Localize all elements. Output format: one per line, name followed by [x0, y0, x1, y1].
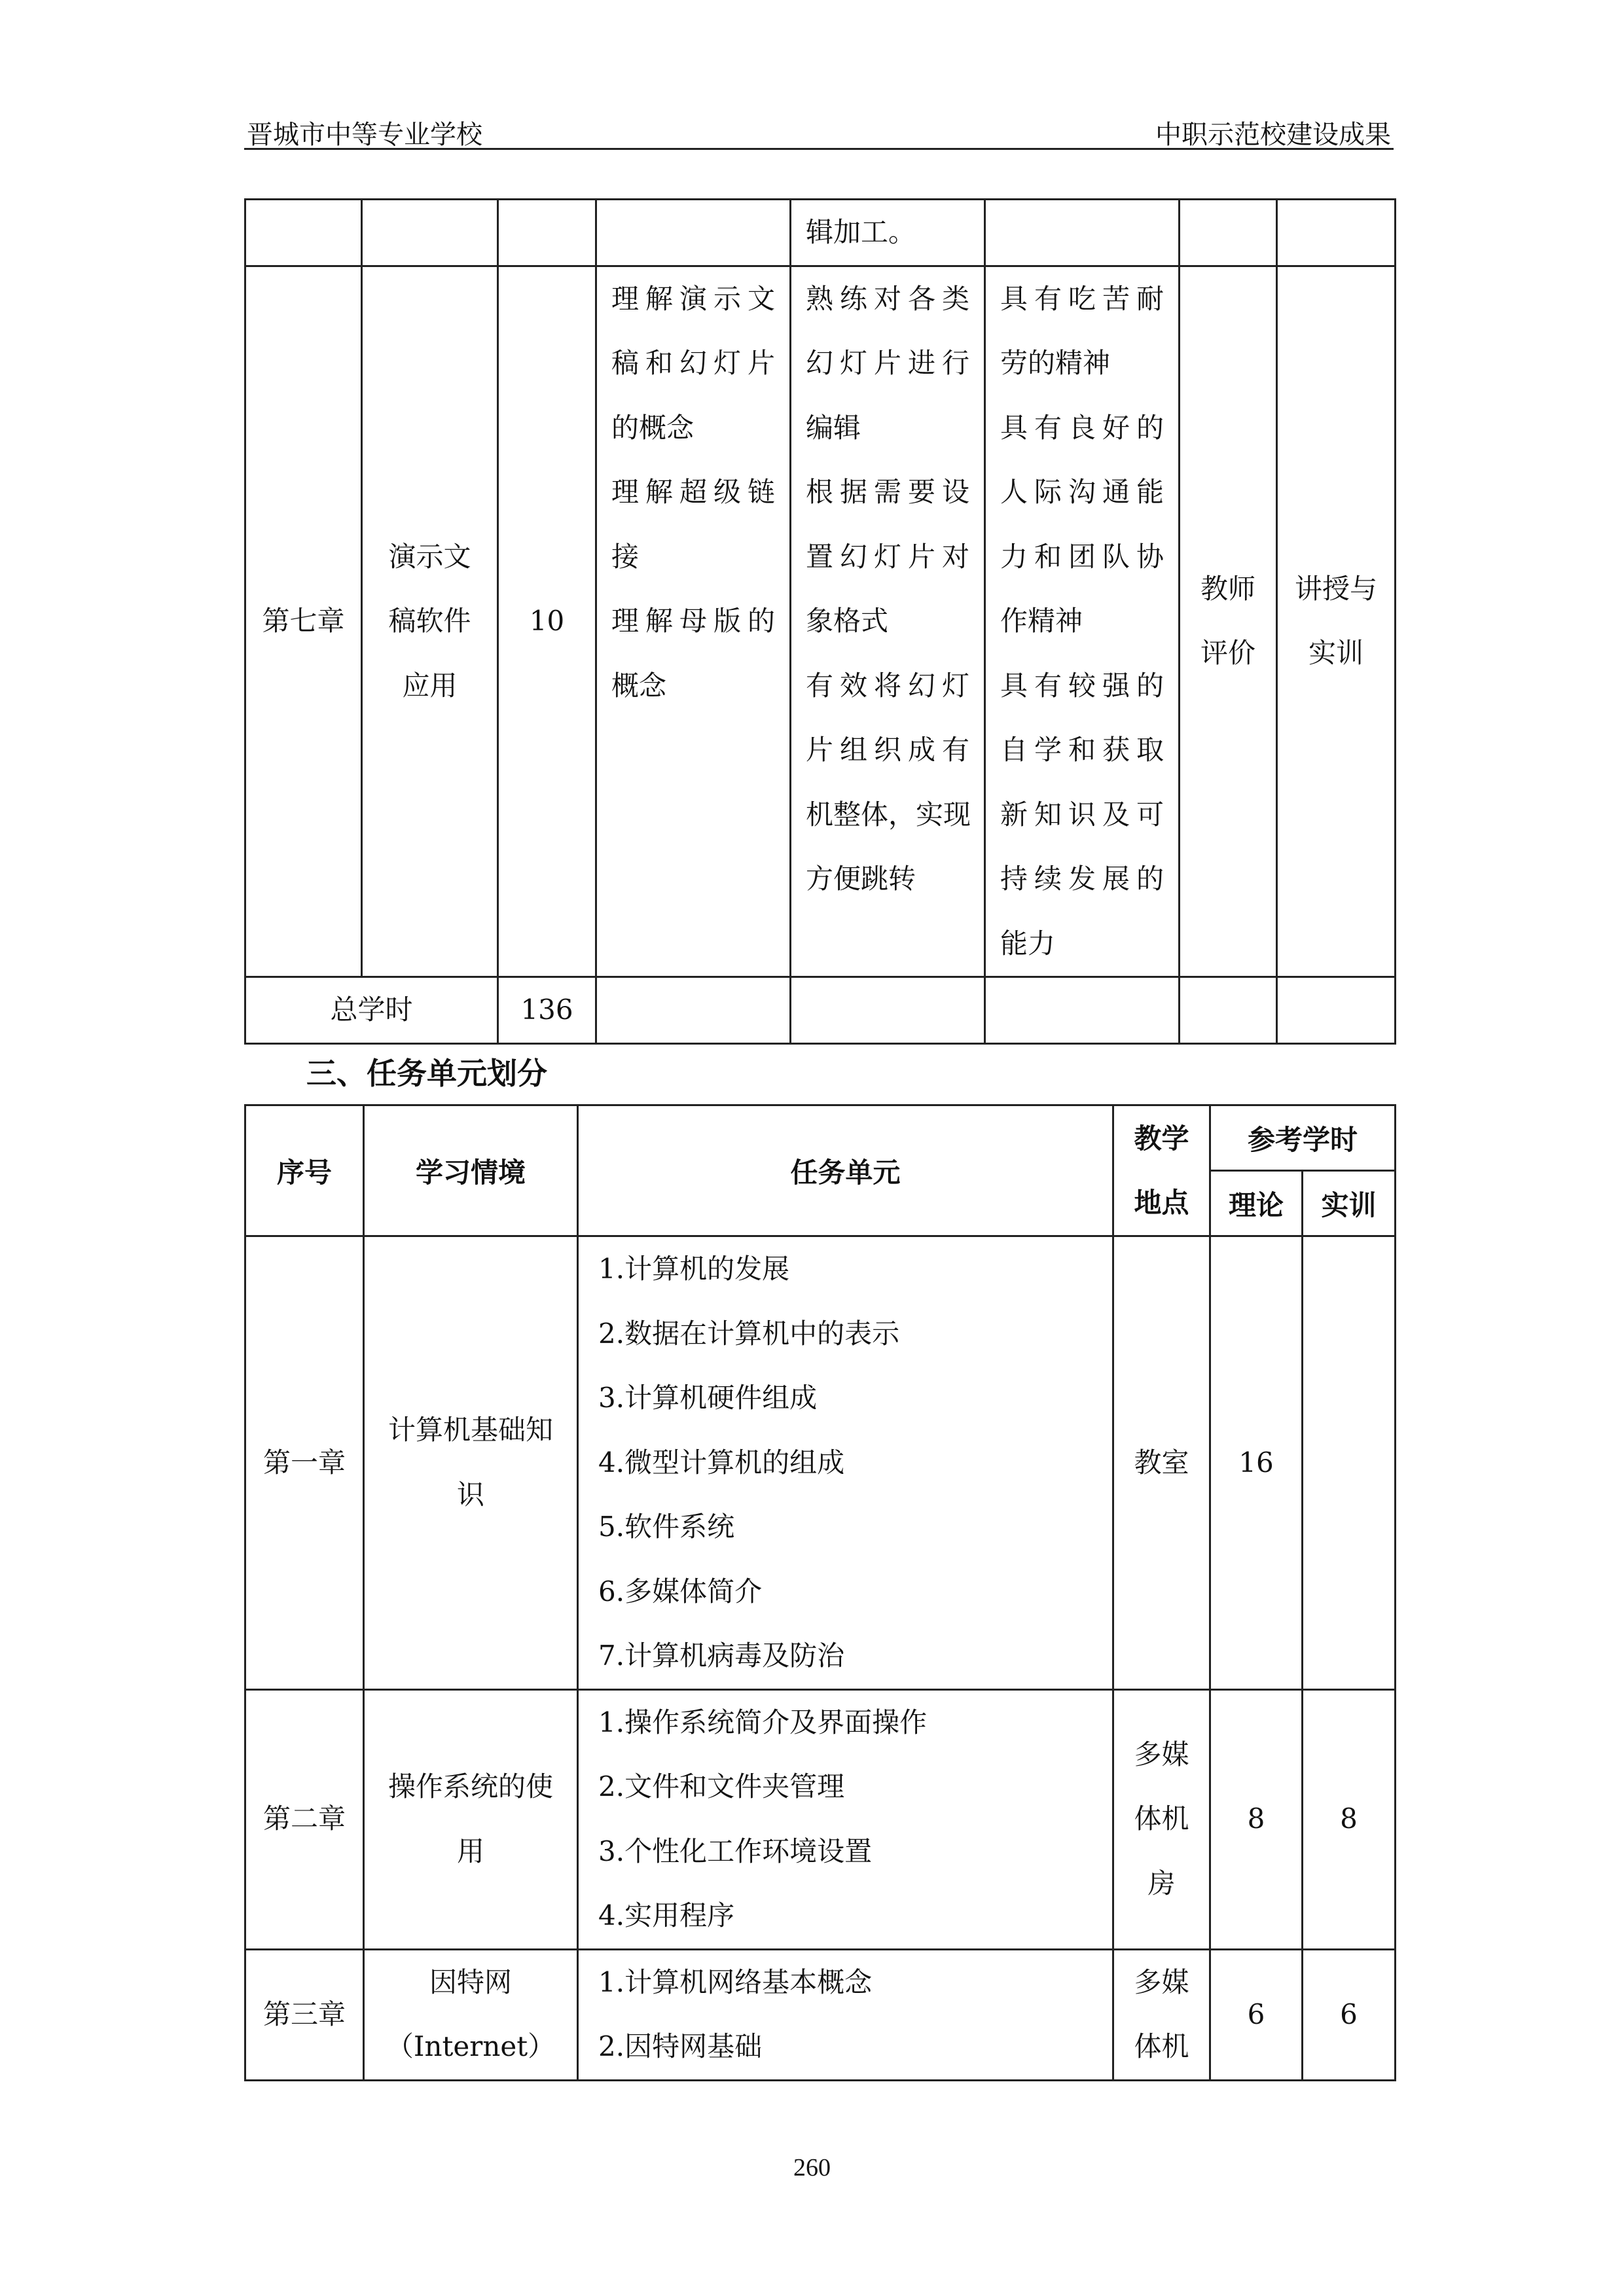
units-cell — [578, 1236, 1113, 1690]
header-ref-hours: 参考学时 — [1210, 1105, 1396, 1171]
situation-cell: 计算机基础知 识 — [364, 1236, 578, 1690]
list-item: 4.微型计算机的组成 — [598, 1446, 845, 1479]
page-header — [244, 110, 1394, 150]
table-row — [245, 1949, 1396, 2080]
list-item: 2.因特网基础 — [598, 2030, 763, 2062]
place-cell: 教室 — [1113, 1236, 1210, 1690]
practice-hours-cell: 8 — [1303, 1689, 1396, 1949]
section-title: 三、任务单元划分 — [306, 1056, 547, 1091]
list-item: 3.个性化工作环境设置 — [598, 1835, 873, 1867]
practice-hours-cell — [1303, 1236, 1396, 1690]
curriculum-table — [244, 198, 1396, 1045]
evaluation-cell: 教师 评价 — [1180, 266, 1277, 977]
skill-goals-cell: 熟练对各类 幻灯片进行 编辑 根据需要设 置幻灯片对 象格式 有效将幻灯 片组织成有 机整体，实现 方便跳转 — [791, 266, 985, 977]
chapter-cell: 第七章 — [245, 266, 362, 977]
seq-cell: 第三章 — [245, 1949, 364, 2080]
list-item: 2.文件和文件夹管理 — [598, 1770, 845, 1803]
place-cell: 多媒 体机 房 — [1113, 1689, 1210, 1949]
list-item: 1.计算机的发展 — [598, 1253, 790, 1285]
list-item: 7.计算机病毒及防治 — [598, 1640, 845, 1672]
units-cell — [578, 1949, 1113, 2080]
page-number: 260 — [793, 2154, 831, 2181]
chapter-name-cell: 演示文 稿软件 应用 — [362, 266, 498, 977]
total-hours-label: 总学时 — [245, 977, 498, 1044]
seq-cell: 第一章 — [245, 1236, 364, 1690]
total-hours-value: 136 — [498, 977, 596, 1044]
table-row — [245, 1236, 1396, 1690]
header-project-title: 中职示范校建设成果 — [1155, 120, 1391, 150]
list-item: 6.多媒体简介 — [598, 1575, 763, 1607]
list-item: 3.计算机硬件组成 — [598, 1382, 818, 1414]
header-situation: 学习情境 — [364, 1105, 578, 1236]
table-row — [245, 977, 1396, 1044]
table-row — [245, 200, 1396, 266]
table-header-row — [245, 1105, 1396, 1171]
list-item: 5.软件系统 — [598, 1511, 735, 1543]
teaching-method-cell: 讲授与 实训 — [1277, 266, 1396, 977]
header-school-name: 晋城市中等专业学校 — [247, 120, 482, 150]
list-item: 2.数据在计算机中的表示 — [598, 1317, 900, 1350]
header-theory: 理论 — [1210, 1171, 1303, 1236]
list-item: 4.实用程序 — [598, 1899, 735, 1931]
table-row — [245, 1689, 1396, 1949]
practice-hours-cell: 6 — [1303, 1949, 1396, 2080]
theory-hours-cell: 16 — [1210, 1236, 1303, 1690]
situation-cell: 因特网 （Internet） — [364, 1949, 578, 2080]
hours-cell: 10 — [498, 266, 596, 977]
knowledge-goals-cell: 理解演示文 稿和幻灯片 的概念 理解超级链 接 理解母版的 概念 — [596, 266, 791, 977]
situation-cell: 操作系统的使 用 — [364, 1689, 578, 1949]
header-practice: 实训 — [1303, 1171, 1396, 1236]
list-item: 1.计算机网络基本概念 — [598, 1965, 873, 1998]
table-row — [245, 266, 1396, 977]
seq-cell: 第二章 — [245, 1689, 364, 1949]
header-units: 任务单元 — [578, 1105, 1113, 1236]
quality-goals-cell: 具有吃苦耐 劳的精神 具有良好的 人际沟通能 力和团队协 作精神 具有较强的 自学和获取 新知识及可 持续发展的 能力 — [985, 266, 1180, 977]
place-cell: 多媒 体机 — [1113, 1949, 1210, 2080]
header-seq: 序号 — [245, 1105, 364, 1236]
units-cell — [578, 1689, 1113, 1949]
task-unit-table — [244, 1104, 1396, 2081]
continuation-cell: 辑加工。 — [791, 200, 985, 266]
theory-hours-cell: 6 — [1210, 1949, 1303, 2080]
header-place: 教学 地点 — [1113, 1105, 1210, 1236]
list-item: 1.操作系统简介及界面操作 — [598, 1706, 928, 1738]
theory-hours-cell: 8 — [1210, 1689, 1303, 1949]
